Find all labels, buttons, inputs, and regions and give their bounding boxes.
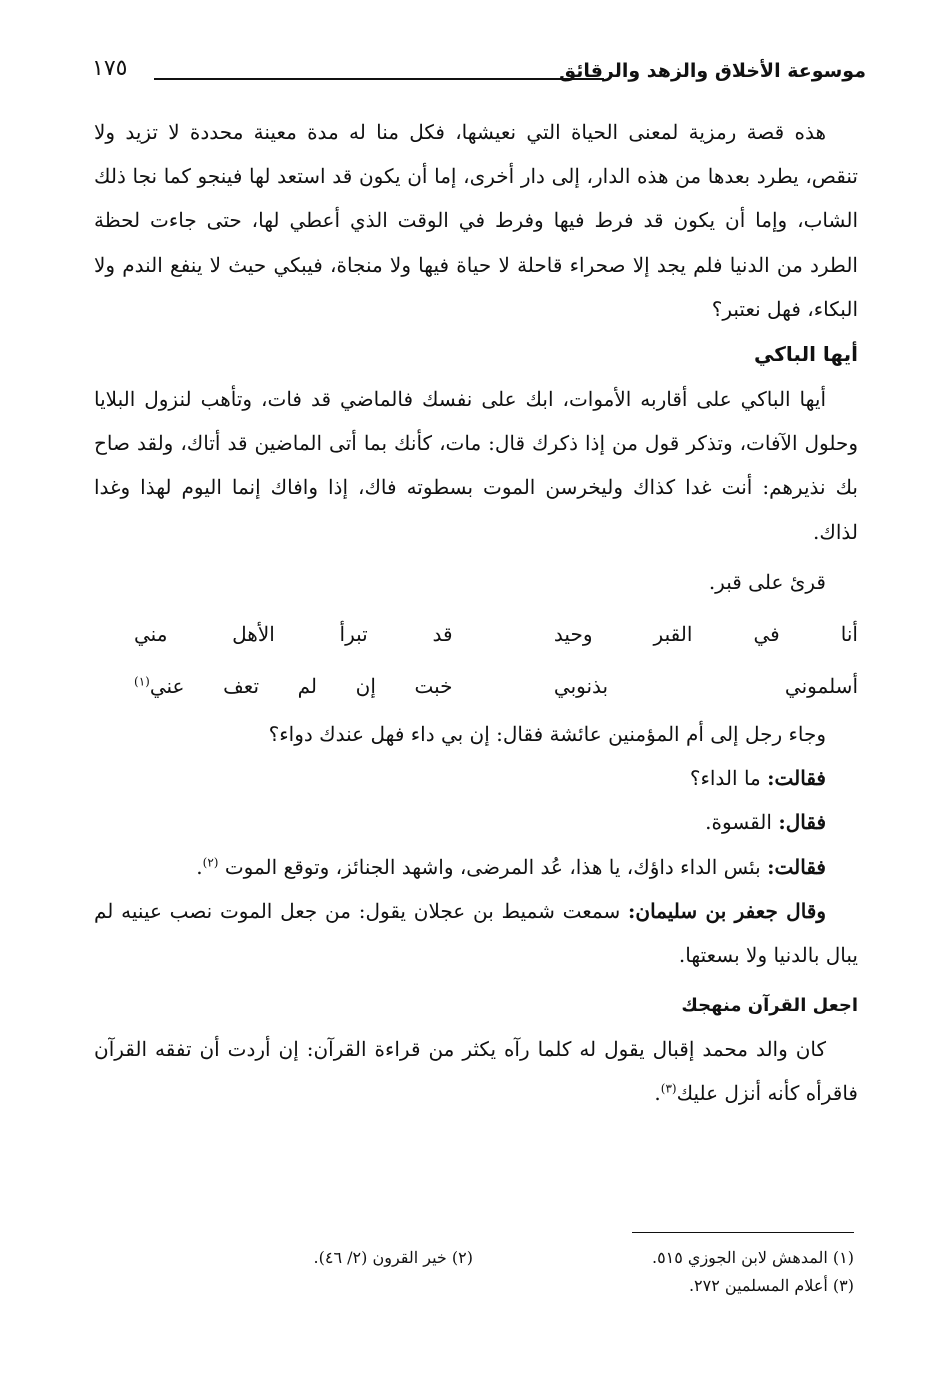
dialogue-speaker-1: فقالت:: [767, 766, 826, 791]
grave-intro: قرئ على قبر.: [708, 569, 826, 594]
dialogue-line-3: فقالت: بئس الداء داؤك، يا هذا، عُد المرضى، واشهد الجنائز، وتوقع الموت $^{(٢)}$.: [196, 854, 826, 879]
section-heading-quran: اجعل القرآن منهجك: [681, 995, 858, 1017]
jafar-label: وقال جعفر بن سليمان:: [628, 898, 827, 923]
dialogue-line-1: [94, 756, 858, 800]
paragraph-iqbal: كان والد محمد إقبال يقول له كلما رآه يكثر من قراءة القرآن: إن أردت أن تفقه القرآن فاقرأه كأنه أنزل عليك$^{(٣)}$.: [94, 1037, 858, 1106]
footnote-marker-3: (٣): [660, 1081, 677, 1096]
section-heading-weeper: أيها الباكي: [754, 342, 858, 367]
verse-2: [94, 660, 858, 712]
paragraph-symbolic-story: هذه قصة رمزية لمعنى الحياة التي نعيشها، فكل منا له مدة معينة محددة لا تزيد ولا تنقص، يطرد بعدها من هذه الدار، إلى دار أخرى، إما أن يكون قد استعد لها فينجو كما نجا ذلك الشاب، وإما أن يكون قد فرط فيها وفرط في الوقت الذي أعطي لها، حتى جاءت لحظة الطرد من الدنيا فلم يجد إلا صحراء قاحلة لا حياة فيها ولا منجاة، فيبكي حيث لا ينفع الندم ولا البكاء، فهل نعتبر؟: [94, 120, 858, 321]
footnote-3: (٣) أعلام المسلمين ٢٧٢.: [688, 1276, 854, 1295]
main-text: [94, 110, 858, 1116]
dialogue-text-3: بئس الداء داؤك، يا هذا، عُد المرضى، واشهد الجنائز، وتوقع الموت: [224, 854, 761, 879]
dialogue-line-2: [94, 800, 858, 844]
poem: [94, 608, 858, 712]
running-header: [92, 56, 866, 90]
verse-1-second-hemistich: قد تبرأ الأهل مني: [134, 622, 453, 647]
verse-2-second-hemistich: [134, 660, 453, 712]
dialogue-text-1: ما الداء؟: [689, 766, 761, 791]
footnote-2: (٢) خير القرون (٢/ ٤٦).: [313, 1248, 473, 1267]
page-number: ١٧٥: [92, 56, 128, 81]
header-rule: [154, 78, 604, 80]
iqbal-text: كان والد محمد إقبال يقول له كلما رآه يكثر من قراءة القرآن: إن أردت أن تفقه القرآن فاقرأه كأنه أنزل عليك: [94, 1037, 858, 1106]
footnote-marker-1: (١): [134, 674, 150, 689]
dialogue-speaker-3: فقالت:: [767, 854, 826, 879]
verse-2-second-text: خبت إن لم تعف عني: [149, 674, 453, 699]
dialogue-speaker-2: فقال:: [778, 810, 826, 835]
footnote-separator: [632, 1232, 854, 1233]
footnote-1: (١) المدهش لابن الجوزي ٥١٥.: [651, 1248, 854, 1267]
paragraph-jafar: [94, 889, 858, 977]
verse-1-first-hemistich: أنا في القبر وحيد: [553, 622, 858, 647]
verse-2-first-hemistich: أسلموني بذنوبي: [553, 674, 858, 699]
header-title: موسوعة الأخلاق والزهد والرقائق: [559, 60, 866, 82]
paragraph-weeper: أيها الباكي على أقاربه الأموات، ابك على نفسك فالماضي قد فات، وتأهب لنزول البلايا وحلول الآفات، وتذكر قول من إذا ذكرك قال: مات، كأنك بما أتى الماضين قد أتاك، ولقد صاح بك نذيرهم: أنت غدا كذاك وليخرسن الموت بسطوته فاك، إذا وافاك إنما اليوم لهذا وغدا لذاك.: [94, 387, 858, 544]
footnotes: [92, 1244, 854, 1300]
verse-1: [94, 608, 858, 660]
dialogue-text-2: القسوة.: [705, 810, 772, 835]
footnote-row-1: [92, 1244, 854, 1272]
jafar-text: سمعت شميط بن عجلان يقول: من جعل الموت نصب عينيه لم يبال بالدنيا ولا بسعتها.: [94, 898, 858, 968]
footnote-row-2: [92, 1272, 854, 1300]
footnote-marker-2: (٢): [202, 854, 219, 869]
aisha-line: وجاء رجل إلى أم المؤمنين عائشة فقال: إن بي داء فهل عندك دواء؟: [268, 722, 826, 747]
